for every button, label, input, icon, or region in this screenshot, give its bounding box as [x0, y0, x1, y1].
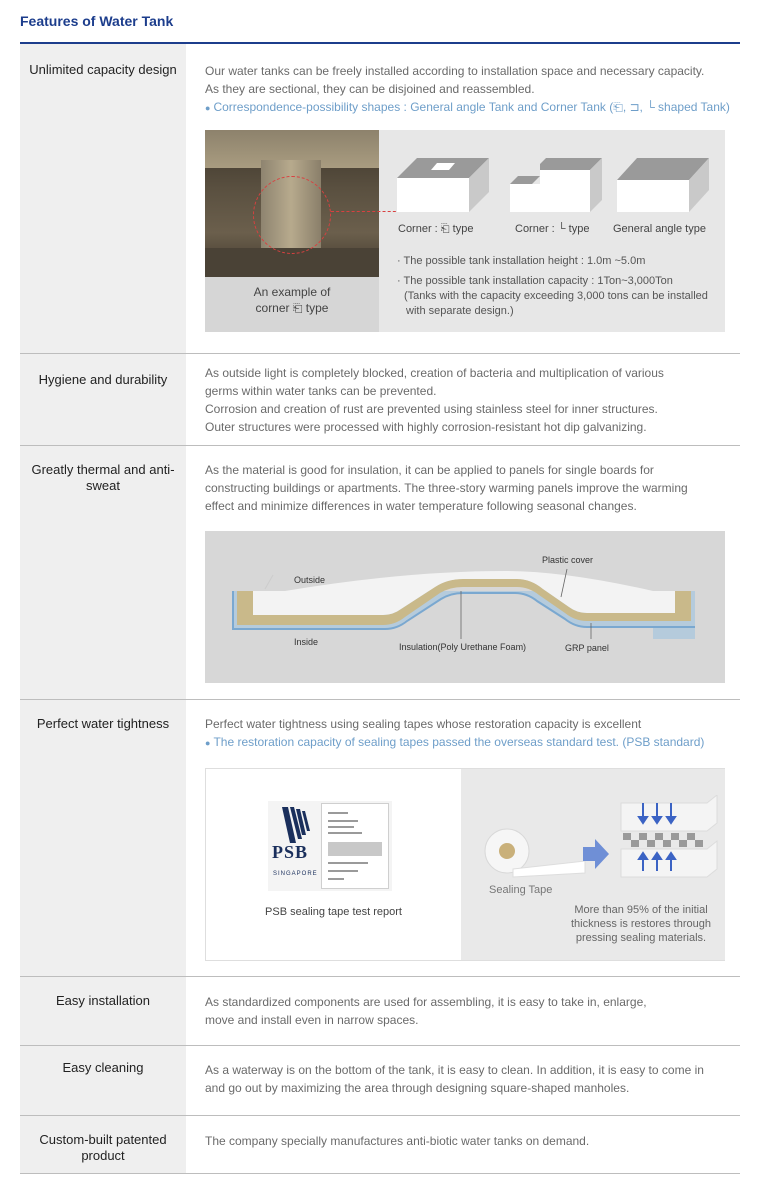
feature-label: Perfect water tightness: [20, 700, 186, 976]
feature-text-line: Outer structures were processed with highly corrosion-resistant hot dip galvanizing.: [205, 420, 647, 434]
tank-shapes-figure: [205, 130, 725, 332]
psb-logo-text: PSB: [272, 842, 309, 862]
sealing-tape-figure: [205, 768, 725, 961]
panel-section-diagram: [205, 531, 725, 683]
arrow-right-icon: [583, 839, 609, 869]
feature-row-custom: [20, 1116, 740, 1174]
psb-caption: PSB sealing tape test report: [265, 906, 402, 918]
general-angle-tank-icon: [617, 158, 709, 214]
spec-line: (Tanks with the capacity exceeding 3,000 tons can be installed: [404, 290, 708, 302]
feature-body: [186, 1046, 740, 1115]
feature-body: [186, 1116, 740, 1173]
feature-label: Unlimited capacity design: [20, 44, 186, 353]
bullet-icon: ●: [205, 103, 211, 113]
feature-label: Hygiene and durability: [20, 354, 186, 445]
sealing-tape-icon: [473, 821, 593, 881]
spec-line: · The possible tank installation height : 1.0m ~5.0m: [397, 255, 646, 267]
feature-row-tightness: [20, 700, 740, 977]
feature-label: Easy installation: [20, 977, 186, 1045]
plastic-cover-label: Plastic cover: [542, 555, 594, 565]
corner-hole-tank-icon: [397, 158, 489, 214]
sealing-tape-caption: Sealing Tape: [489, 884, 553, 896]
feature-text-line: Corrosion and creation of rust are prevented using stainless steel for inner structures.: [205, 402, 658, 416]
feature-body: [186, 977, 740, 1045]
feature-text-line: The company specially manufactures anti-biotic water tanks on demand.: [205, 1134, 590, 1148]
spec-line: with separate design.): [406, 305, 514, 317]
restore-caption: More than 95% of the initial thickness is restores through pressing sealing materials.: [570, 904, 711, 944]
feature-text-line: As a waterway is on the bottom of the tank, it is easy to clean. In addition, it is easy to come in: [205, 1063, 704, 1077]
feature-highlight: ● Correspondence-possibility shapes : General angle Tank and Corner Tank (⎗, ⊐, └ shaped Tank): [205, 100, 730, 114]
feature-text-line: As they are sectional, they can be disjoined and reassembled.: [205, 82, 535, 96]
shape-label: General angle type: [613, 223, 706, 235]
feature-text-line: germs within water tanks can be prevented.: [205, 384, 437, 398]
psb-logo-subtext: SINGAPORE: [273, 871, 318, 877]
feature-text-line: Perfect water tightness using sealing tapes whose restoration capacity is excellent: [205, 717, 642, 731]
feature-body: [186, 44, 740, 353]
feature-text-line: move and install even in narrow spaces.: [205, 1013, 419, 1027]
feature-highlight: ● The restoration capacity of sealing tapes passed the overseas standard test. (PSB standard): [205, 735, 705, 749]
feature-row-hygiene: [20, 354, 740, 446]
insulation-label: Insulation(Poly Urethane Foam): [399, 642, 527, 652]
feature-text-line: and go out by maximizing the area through designing square-shaped manholes.: [205, 1081, 630, 1095]
feature-body: [186, 354, 740, 445]
outside-label: Outside: [294, 575, 326, 585]
leader-line: [331, 211, 401, 212]
psb-report-image: [268, 801, 392, 891]
feature-label: Greatly thermal and anti-sweat: [20, 446, 186, 699]
sealing-tape-panel: [461, 769, 725, 960]
feature-text-line: effect and minimize differences in water temperature following seasonal changes.: [205, 499, 637, 513]
spec-line: · The possible tank installation capacity : 1Ton~3,000Ton: [397, 275, 673, 287]
shape-label: Corner : └ type: [515, 223, 590, 235]
panel-cross-section-figure: [205, 531, 725, 683]
feature-body: [186, 700, 740, 976]
feature-row-capacity: [20, 44, 740, 354]
feature-text-line: As the material is good for insulation, it can be applied to panels for single boards for: [205, 463, 654, 477]
feature-row-thermal: [20, 446, 740, 700]
feature-row-cleaning: [20, 1046, 740, 1116]
page-title: Features of Water Tank: [20, 13, 174, 29]
shape-label: Corner : ⎗ type: [398, 223, 474, 235]
feature-row-installation: [20, 977, 740, 1046]
bullet-icon: ●: [205, 738, 211, 748]
inside-label: Inside: [294, 637, 319, 647]
grp-panel-label: GRP panel: [565, 643, 609, 653]
compression-diagram-icon: [617, 795, 721, 885]
feature-label: Custom-built patented product: [20, 1116, 186, 1173]
feature-text-line: As standardized components are used for assembling, it is easy to take in, enlarge,: [205, 995, 647, 1009]
corner-tank-photo: [205, 130, 379, 277]
certificate-document: [321, 803, 389, 889]
feature-text-line: Our water tanks can be freely installed according to installation space and necessary capacity.: [205, 64, 705, 78]
highlight-circle-icon: [253, 176, 331, 254]
feature-text-line: As outside light is completely blocked, creation of bacteria and multiplication of various: [205, 366, 664, 380]
corner-l-tank-icon: [510, 158, 602, 214]
feature-label: Easy cleaning: [20, 1046, 186, 1115]
feature-body: [186, 446, 740, 699]
photo-caption: An example of corner ⎗ type: [205, 277, 379, 332]
features-table: [20, 44, 740, 1174]
feature-text-line: constructing buildings or apartments. The three-story warming panels improve the warming: [205, 481, 688, 495]
